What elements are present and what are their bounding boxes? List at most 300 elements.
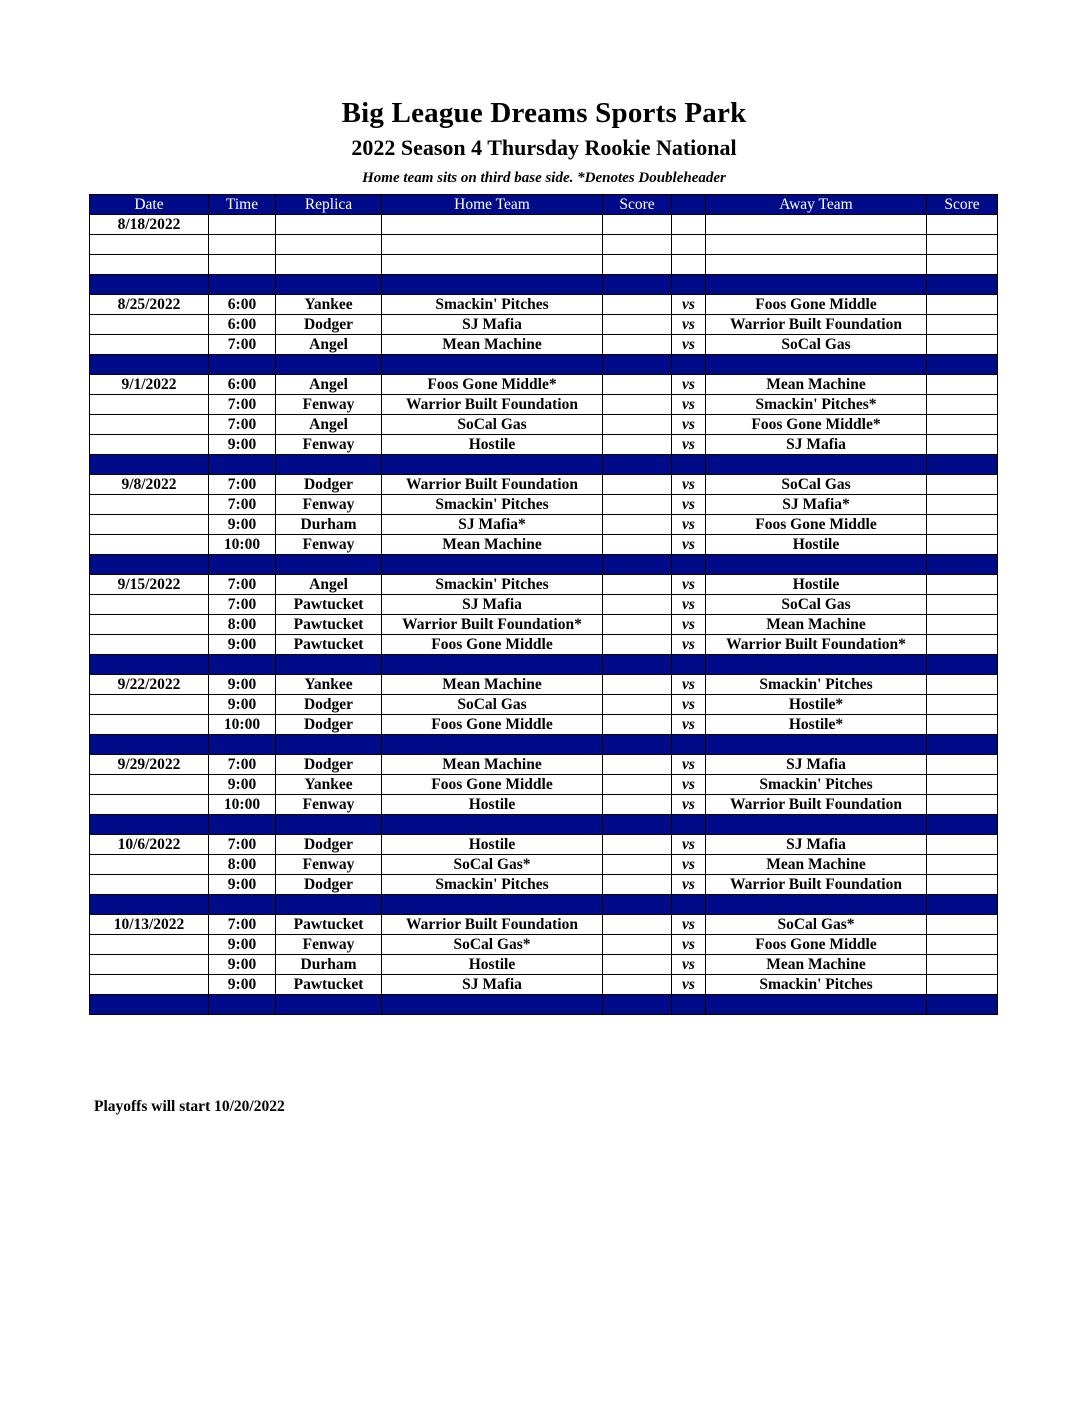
doubleheader-note: Home team sits on third base side. *Denotes Doubleheader: [362, 170, 726, 186]
time-cell: 8:00: [209, 855, 276, 875]
time-cell: 6:00: [209, 375, 276, 395]
separator-cell: [209, 815, 276, 835]
separator-cell: [209, 455, 276, 475]
separator-cell: [90, 275, 209, 295]
away-score-cell: [927, 955, 998, 975]
date-cell: 8/18/2022: [90, 215, 209, 235]
game-row: [90, 595, 998, 615]
separator-cell: [90, 655, 209, 675]
away-team-cell: Hostile*: [706, 695, 927, 715]
week-separator-row: [90, 655, 998, 675]
separator-cell: [382, 995, 603, 1015]
replica-cell: Dodger: [276, 875, 382, 895]
away-team-cell: Mean Machine: [706, 375, 927, 395]
replica-cell: Angel: [276, 575, 382, 595]
separator-cell: [276, 555, 382, 575]
away-team-cell: Foos Gone Middle: [706, 935, 927, 955]
vs-cell: vs: [672, 775, 706, 795]
away-score-cell: [927, 715, 998, 735]
replica-cell: Yankee: [276, 775, 382, 795]
away-score-cell: [927, 415, 998, 435]
week-separator-row: [90, 735, 998, 755]
separator-cell: [209, 735, 276, 755]
away-team-cell: [706, 235, 927, 255]
vs-cell: vs: [672, 495, 706, 515]
vs-cell: vs: [672, 535, 706, 555]
separator-cell: [927, 655, 998, 675]
separator-cell: [90, 815, 209, 835]
replica-cell: Fenway: [276, 795, 382, 815]
col-home-team: Home Team: [382, 195, 603, 215]
home-team-cell: Smackin' Pitches: [382, 495, 603, 515]
away-score-cell: [927, 935, 998, 955]
game-row: [90, 975, 998, 995]
vs-cell: vs: [672, 795, 706, 815]
away-team-cell: Smackin' Pitches: [706, 675, 927, 695]
separator-cell: [276, 655, 382, 675]
away-team-cell: Mean Machine: [706, 615, 927, 635]
replica-cell: Pawtucket: [276, 975, 382, 995]
date-cell: 10/6/2022: [90, 835, 209, 855]
away-score-cell: [927, 375, 998, 395]
replica-cell: Fenway: [276, 935, 382, 955]
game-row: [90, 235, 998, 255]
date-cell: 9/8/2022: [90, 475, 209, 495]
vs-cell: vs: [672, 415, 706, 435]
separator-cell: [927, 995, 998, 1015]
time-cell: [209, 235, 276, 255]
away-team-cell: Foos Gone Middle: [706, 515, 927, 535]
separator-cell: [603, 735, 672, 755]
game-row: [90, 295, 998, 315]
separator-cell: [276, 735, 382, 755]
separator-cell: [209, 355, 276, 375]
time-cell: 9:00: [209, 875, 276, 895]
separator-cell: [603, 995, 672, 1015]
game-row: [90, 855, 998, 875]
vs-cell: vs: [672, 755, 706, 775]
separator-cell: [382, 355, 603, 375]
date-cell: 10/13/2022: [90, 915, 209, 935]
home-score-cell: [603, 495, 672, 515]
game-row: [90, 635, 998, 655]
separator-cell: [90, 995, 209, 1015]
col-replica: Replica: [276, 195, 382, 215]
date-cell: [90, 315, 209, 335]
away-team-cell: SoCal Gas: [706, 335, 927, 355]
vs-cell: vs: [672, 835, 706, 855]
game-row: [90, 575, 998, 595]
replica-cell: Pawtucket: [276, 615, 382, 635]
away-team-cell: Smackin' Pitches: [706, 975, 927, 995]
home-team-cell: Foos Gone Middle*: [382, 375, 603, 395]
header-row: [90, 195, 998, 215]
time-cell: 7:00: [209, 595, 276, 615]
home-score-cell: [603, 755, 672, 775]
separator-cell: [927, 555, 998, 575]
vs-cell: vs: [672, 335, 706, 355]
replica-cell: [276, 215, 382, 235]
date-cell: [90, 935, 209, 955]
separator-cell: [603, 455, 672, 475]
vs-cell: vs: [672, 595, 706, 615]
game-row: [90, 255, 998, 275]
separator-cell: [382, 655, 603, 675]
col-away-team: Away Team: [706, 195, 927, 215]
vs-cell: vs: [672, 615, 706, 635]
replica-cell: Fenway: [276, 855, 382, 875]
game-row: [90, 775, 998, 795]
time-cell: 7:00: [209, 395, 276, 415]
game-row: [90, 475, 998, 495]
separator-cell: [209, 995, 276, 1015]
home-score-cell: [603, 835, 672, 855]
away-score-cell: [927, 835, 998, 855]
vs-cell: vs: [672, 635, 706, 655]
replica-cell: Dodger: [276, 695, 382, 715]
separator-cell: [209, 555, 276, 575]
separator-cell: [382, 815, 603, 835]
date-cell: [90, 535, 209, 555]
separator-cell: [382, 275, 603, 295]
home-score-cell: [603, 615, 672, 635]
home-score-cell: [603, 875, 672, 895]
away-score-cell: [927, 515, 998, 535]
game-row: [90, 375, 998, 395]
away-team-cell: Warrior Built Foundation: [706, 795, 927, 815]
game-row: [90, 715, 998, 735]
game-row: [90, 755, 998, 775]
home-score-cell: [603, 415, 672, 435]
date-cell: [90, 695, 209, 715]
vs-cell: vs: [672, 915, 706, 935]
replica-cell: Angel: [276, 415, 382, 435]
replica-cell: Durham: [276, 955, 382, 975]
away-team-cell: Mean Machine: [706, 955, 927, 975]
replica-cell: Fenway: [276, 435, 382, 455]
date-cell: [90, 795, 209, 815]
replica-cell: Angel: [276, 375, 382, 395]
home-score-cell: [603, 795, 672, 815]
home-team-cell: Smackin' Pitches: [382, 295, 603, 315]
away-score-cell: [927, 235, 998, 255]
home-team-cell: Foos Gone Middle: [382, 775, 603, 795]
vs-cell: vs: [672, 395, 706, 415]
date-cell: [90, 715, 209, 735]
vs-cell: [672, 255, 706, 275]
week-separator-row: [90, 455, 998, 475]
vs-cell: vs: [672, 715, 706, 735]
date-cell: [90, 395, 209, 415]
week-separator-row: [90, 895, 998, 915]
away-score-cell: [927, 775, 998, 795]
separator-cell: [672, 275, 706, 295]
time-cell: 10:00: [209, 795, 276, 815]
away-score-cell: [927, 695, 998, 715]
separator-cell: [382, 895, 603, 915]
playoffs-note: Playoffs will start 10/20/2022: [94, 1098, 285, 1115]
vs-cell: vs: [672, 435, 706, 455]
replica-cell: Dodger: [276, 475, 382, 495]
home-team-cell: Hostile: [382, 955, 603, 975]
away-score-cell: [927, 575, 998, 595]
separator-cell: [382, 555, 603, 575]
time-cell: 7:00: [209, 835, 276, 855]
away-team-cell: [706, 255, 927, 275]
separator-cell: [672, 895, 706, 915]
home-team-cell: SoCal Gas*: [382, 855, 603, 875]
separator-cell: [927, 815, 998, 835]
separator-cell: [706, 455, 927, 475]
separator-cell: [706, 275, 927, 295]
away-score-cell: [927, 875, 998, 895]
away-team-cell: SJ Mafia: [706, 435, 927, 455]
home-team-cell: SJ Mafia*: [382, 515, 603, 535]
time-cell: 9:00: [209, 435, 276, 455]
separator-cell: [276, 355, 382, 375]
home-team-cell: [382, 235, 603, 255]
home-score-cell: [603, 475, 672, 495]
time-cell: 7:00: [209, 475, 276, 495]
time-cell: 9:00: [209, 675, 276, 695]
away-score-cell: [927, 295, 998, 315]
home-team-cell: Warrior Built Foundation: [382, 915, 603, 935]
away-score-cell: [927, 335, 998, 355]
page-title: Big League Dreams Sports Park: [341, 97, 747, 129]
home-team-cell: Smackin' Pitches: [382, 575, 603, 595]
home-team-cell: Mean Machine: [382, 535, 603, 555]
away-team-cell: Warrior Built Foundation: [706, 315, 927, 335]
date-cell: [90, 515, 209, 535]
separator-cell: [927, 455, 998, 475]
home-score-cell: [603, 955, 672, 975]
week-separator-row: [90, 555, 998, 575]
separator-cell: [90, 895, 209, 915]
game-row: [90, 695, 998, 715]
separator-cell: [276, 455, 382, 475]
home-team-cell: SoCal Gas: [382, 695, 603, 715]
away-score-cell: [927, 975, 998, 995]
col-time: Time: [209, 195, 276, 215]
away-score-cell: [927, 435, 998, 455]
separator-cell: [927, 895, 998, 915]
home-team-cell: Warrior Built Foundation*: [382, 615, 603, 635]
game-row: [90, 795, 998, 815]
away-team-cell: [706, 215, 927, 235]
separator-cell: [672, 995, 706, 1015]
separator-cell: [90, 355, 209, 375]
away-team-cell: Warrior Built Foundation*: [706, 635, 927, 655]
game-row: [90, 415, 998, 435]
time-cell: 9:00: [209, 635, 276, 655]
vs-cell: vs: [672, 935, 706, 955]
game-row: [90, 435, 998, 455]
away-team-cell: Hostile*: [706, 715, 927, 735]
game-row: [90, 875, 998, 895]
time-cell: 9:00: [209, 955, 276, 975]
game-row: [90, 615, 998, 635]
time-cell: 8:00: [209, 615, 276, 635]
date-cell: [90, 235, 209, 255]
replica-cell: Durham: [276, 515, 382, 535]
away-score-cell: [927, 495, 998, 515]
away-score-cell: [927, 755, 998, 775]
week-separator-row: [90, 995, 998, 1015]
home-score-cell: [603, 375, 672, 395]
schedule-body: [90, 215, 998, 1015]
separator-cell: [603, 355, 672, 375]
separator-cell: [672, 555, 706, 575]
date-cell: [90, 255, 209, 275]
away-team-cell: Foos Gone Middle: [706, 295, 927, 315]
away-score-cell: [927, 255, 998, 275]
separator-cell: [672, 815, 706, 835]
col-away-score: Score: [927, 195, 998, 215]
away-team-cell: Hostile: [706, 575, 927, 595]
col-vs: [672, 195, 706, 215]
separator-cell: [706, 895, 927, 915]
time-cell: 10:00: [209, 535, 276, 555]
away-team-cell: SJ Mafia*: [706, 495, 927, 515]
date-cell: [90, 635, 209, 655]
vs-cell: [672, 235, 706, 255]
separator-cell: [927, 735, 998, 755]
time-cell: 7:00: [209, 755, 276, 775]
home-score-cell: [603, 775, 672, 795]
home-score-cell: [603, 335, 672, 355]
separator-cell: [927, 355, 998, 375]
separator-cell: [706, 555, 927, 575]
replica-cell: Fenway: [276, 495, 382, 515]
away-team-cell: Warrior Built Foundation: [706, 875, 927, 895]
date-cell: [90, 415, 209, 435]
separator-cell: [603, 555, 672, 575]
home-score-cell: [603, 595, 672, 615]
date-cell: 8/25/2022: [90, 295, 209, 315]
replica-cell: Fenway: [276, 535, 382, 555]
time-cell: 9:00: [209, 515, 276, 535]
time-cell: 9:00: [209, 775, 276, 795]
away-team-cell: SoCal Gas: [706, 475, 927, 495]
game-row: [90, 315, 998, 335]
away-team-cell: Mean Machine: [706, 855, 927, 875]
time-cell: 7:00: [209, 335, 276, 355]
replica-cell: Pawtucket: [276, 595, 382, 615]
home-team-cell: Mean Machine: [382, 675, 603, 695]
home-team-cell: SoCal Gas: [382, 415, 603, 435]
replica-cell: Dodger: [276, 835, 382, 855]
home-team-cell: Hostile: [382, 835, 603, 855]
home-score-cell: [603, 695, 672, 715]
away-score-cell: [927, 855, 998, 875]
away-score-cell: [927, 395, 998, 415]
date-cell: [90, 855, 209, 875]
home-team-cell: SJ Mafia: [382, 975, 603, 995]
vs-cell: vs: [672, 975, 706, 995]
away-team-cell: SJ Mafia: [706, 755, 927, 775]
away-score-cell: [927, 475, 998, 495]
home-team-cell: Foos Gone Middle: [382, 635, 603, 655]
home-team-cell: Warrior Built Foundation: [382, 475, 603, 495]
separator-cell: [706, 355, 927, 375]
date-cell: [90, 955, 209, 975]
separator-cell: [706, 735, 927, 755]
away-score-cell: [927, 315, 998, 335]
col-date: Date: [90, 195, 209, 215]
away-team-cell: SoCal Gas: [706, 595, 927, 615]
away-score-cell: [927, 915, 998, 935]
game-row: [90, 515, 998, 535]
week-separator-row: [90, 815, 998, 835]
date-cell: [90, 975, 209, 995]
vs-cell: vs: [672, 375, 706, 395]
separator-cell: [672, 655, 706, 675]
week-separator-row: [90, 275, 998, 295]
home-team-cell: Mean Machine: [382, 335, 603, 355]
vs-cell: vs: [672, 315, 706, 335]
vs-cell: vs: [672, 875, 706, 895]
vs-cell: vs: [672, 855, 706, 875]
home-score-cell: [603, 575, 672, 595]
home-score-cell: [603, 515, 672, 535]
separator-cell: [706, 995, 927, 1015]
away-team-cell: Smackin' Pitches*: [706, 395, 927, 415]
home-score-cell: [603, 255, 672, 275]
separator-cell: [672, 355, 706, 375]
separator-cell: [209, 655, 276, 675]
home-team-cell: Hostile: [382, 795, 603, 815]
replica-cell: [276, 255, 382, 275]
separator-cell: [603, 275, 672, 295]
date-cell: 9/29/2022: [90, 755, 209, 775]
home-score-cell: [603, 915, 672, 935]
replica-cell: Pawtucket: [276, 915, 382, 935]
home-team-cell: SoCal Gas*: [382, 935, 603, 955]
separator-cell: [276, 275, 382, 295]
away-score-cell: [927, 215, 998, 235]
home-team-cell: Smackin' Pitches: [382, 875, 603, 895]
home-team-cell: Warrior Built Foundation: [382, 395, 603, 415]
away-score-cell: [927, 615, 998, 635]
away-score-cell: [927, 635, 998, 655]
home-score-cell: [603, 675, 672, 695]
week-separator-row: [90, 355, 998, 375]
replica-cell: Dodger: [276, 755, 382, 775]
home-team-cell: SJ Mafia: [382, 595, 603, 615]
time-cell: 9:00: [209, 975, 276, 995]
replica-cell: Fenway: [276, 395, 382, 415]
home-score-cell: [603, 855, 672, 875]
separator-cell: [276, 995, 382, 1015]
time-cell: 7:00: [209, 575, 276, 595]
home-score-cell: [603, 975, 672, 995]
home-score-cell: [603, 635, 672, 655]
vs-cell: vs: [672, 475, 706, 495]
time-cell: 9:00: [209, 695, 276, 715]
home-team-cell: Foos Gone Middle: [382, 715, 603, 735]
date-cell: 9/1/2022: [90, 375, 209, 395]
game-row: [90, 335, 998, 355]
vs-cell: vs: [672, 575, 706, 595]
vs-cell: vs: [672, 515, 706, 535]
home-score-cell: [603, 235, 672, 255]
home-score-cell: [603, 315, 672, 335]
time-cell: [209, 215, 276, 235]
away-team-cell: SoCal Gas*: [706, 915, 927, 935]
date-cell: [90, 615, 209, 635]
schedule-table: [89, 194, 998, 1015]
home-team-cell: Mean Machine: [382, 755, 603, 775]
